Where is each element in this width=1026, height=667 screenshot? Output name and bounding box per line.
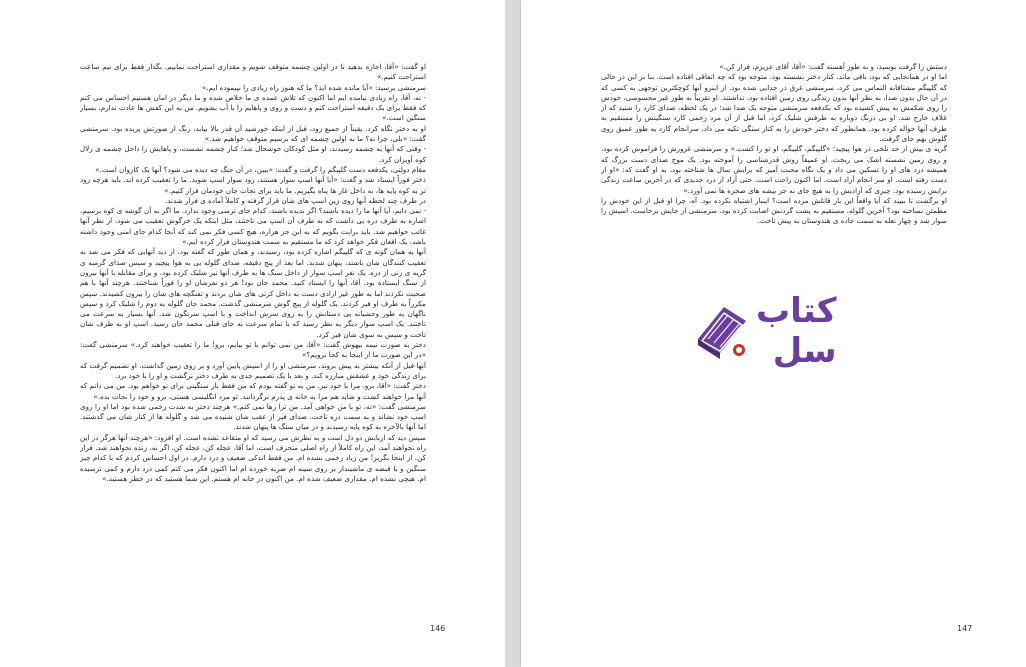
paragraph: سرمنشی پرسید: «آیا مانده شده اید؟ ما که هنوز راه زیادی را نپیموده ایم.» (201, 82, 426, 92)
page-gutter (505, 0, 521, 667)
watermark-line-1: کتاب (756, 291, 837, 331)
paragraph: - نمی دانم، آیا آنها ما را دیده باشند؟ اگر ندیده باشند، کدام جای ترسی وجود ندارد. ما اگر به آن گوشه ی کوه برسیم، اشاره به طرف دره یی داشت که به طرف آن اسپ می تاختند، مثل اینکه یک خرگوش تعقیب می شود، از نظر آنها غائب خواهیم شد. باید برایت بگویم که به این جز هزاره، هیچ کسی فکر نمی کند که آنجا کدام جای امنی وجود داشته باشد، یک افغان فکر خواهد کرد که ما مستقیم به سمت هندوستان فرار کرده ایم.» (80, 206, 426, 247)
paragraph: در طرف چند لحظه آنها روی زین اسپ های شان قرار گرفته و کاملاً آماده ی فرار شدند. (164, 195, 426, 205)
page-number-right: 147 (957, 624, 973, 633)
page-left (0, 0, 505, 667)
paragraph: او به دختر نگاه کرد. یقیناً از جمیع زود، قبل از اینکه خورشید آن قدر بالا بیاید، رنگ از صورتش پریده بود. سرمنشی گفت: «بلی، چرا نه؟ ما به اولین چشمه ای که برسیم متوقف خواهیم شد.» (80, 123, 426, 144)
paragraph: سپس دید که اربابش دو دل است و به نظرش می رسید که او متقاعد نشده است. او افزود: «هرچند آنها هرگز در این راه نخواهند آمد، این راه کاملاً از راه اصلی منحرف است، اما آقا، عجله کن، عجله کن، اگر نه، زنده نخواهند شد. فرار کن. از اینجا بگریز! من زیاد زخمی نشده ام. من فقط اندکی ضعیف و درد دارم. در اول احساس کردم که با کدام چیز سنگین و با قبضه ی ماشیندار بر روی سینه ام ضربه خورده ام اما اکنون فکر می کنم کمی درد دارم و کمی ترسیده ام. هیچی نشده ام. مقداری ضعیف شده ام. من اکنون در خانه ام هستم. این شما هستید که در خطر هستید.» (80, 432, 426, 483)
paragraph: اما او در همانجایی که بود، باقی ماند. کنار دختر نشسته بود، متوجه بود که چه اتفاقی افتاده است. بنا بر این در حالی که گلپیگم مشتاقانه التماس می کرد، سرمنشی غرق در جدایی شده بود. از اینرو آنها کوچکترین توجهی به کسی که در آن حال بدون صدا، به نظر آنها بدون زندگی روی زمین افتاده بود، نداشتند. او تقریباً به طور غیر محسوسی، خودش را روی شکمش به پیش کشیده بود که یکدفعه سرمنشی متوجه یک صدا شد؛ در یک لحظه، صدای کارد را شنید که از غلاف خارج شد. او بی درنگ دوباره به طرفش شلیک کرد، اما قبل از آن مرد زخمی کارد سنگینش را مستقیم به طرف آنها حواله کرده بود. همانطور که دختر خودش را به کنار سنگی تکیه می داد، سرانجام کارد به طور عمیق روی گلوش بهم جای گرفت. (601, 72, 947, 144)
paragraph: آنها به همان گونه ی که گلپیگم اشاره کرده بود، رسیدند، و همان طور که گفته بود، از دید آنهایی که فکر می شد به تعقیب کنندگان شان باشند، پنهان شدند. اما بعد از پنج دقیقه، صدای گلوله یی به هوا پیچید و سپس صدای گرمبه ی گریه ی زنی از دره. یک نفر اسپ سوار از داخل سنگ ها به طرف آنها تیر شلیک کرده بود، و برای مقابله با آنها بیرون از سنگ ایستاده بود. آقا، آنها را ایستاد کنید. محمد جان بود! هر دو نفرشان او را فوراً شناختند. هرچند آنها با هم صحبت نکردند اما به طور غیر ارادی دست به داخل کرتی های شان بردند و تفنگچه های شان را بیرون کشیدند. سپس مکرراً به طرف او فیر کردند. یک گلوله از پیچ گوش سرمنشی گذشت. محمد جان گلوله به دوم را شلیک کرد و سپس ناگهان به طور وحشیانه یی دستانش را به روی سرش انداخت و با اسپ سرنگون شد. آنها بسیار به سرعت می تاختند. یک اسپ سوار دیگر به نظر رسید که با تمام سرعت به جای قبلی محمد جان رسید. اسپ او به طرف شان تاخت و سپس به سوی شان فیر کرد. (80, 247, 426, 339)
paragraph: دختر به صورت نیمه بیهوش گفت: «آقا، من نمی توانم با تو بیایم، برو! ما را تعقیب خواهند کرد.» سرمنشی گفت: «در این صورت ما از اینجا به کجا برویم؟» (80, 340, 426, 360)
watermark-wordmark (756, 291, 837, 371)
paragraph: دختر گفت: «آقا، برو، مرا با خود نبر. من به تو گفته بودم که من فقط بار سنگینی برای تو خواهم بود. من می دانم که آنها مرا خواهند کشت و شاید هم مرا به خانه ی پدرم برگردانند. تو مرد انگلیسی هستی، برو و خود را نجات بده.» (80, 381, 426, 401)
paragraph: دستش را گرفت بوسید، و به طور آهسته گفت: «آقا، آقای عزیزم، فرار کن.» (719, 62, 947, 71)
paragraph: او برگشت تا ببیند که آیا واقعاً این بار قاتلش مرده است؟ اینبار اشتباه نکرده بود. آه، چرا او قبل از این خودش را مطمئن نساخته بود؟ آخرین گلوله، مستقیم به پشت گردنش اصابت کرده بود. سرمنشی از جایش برخاست. اسپش را سوار شد و چهار نعله به سمت جاده ی هندوستان به پیش تاخت. (601, 195, 947, 226)
paragraph: دختر فوراً ایستاد شد و گفت: «آیا آنها اسپ سوار هستند، زود سوار اسپ شوید. ما را تعقیب کرده اند. باید هرچه زود تر به کوه پایه ها، به داخل غار ها پناه بگیریم. ما باید برای نجات جان خودمان فرار کنیم.» (80, 175, 426, 195)
ketabsal-watermark (688, 283, 878, 379)
paragraph: گریه ی بیش از حد تلخی در هوا پیچید؛ «گلپیگم، گلپیگم، او تو را کشت.» و سرمنشی غرورش را فراموش کرده بود، و روی زمین نشسته اشک می ریخت. او عمیقاً روش قدرشناسی را آموخته بود. یک موج صدای دست بزرگ که همیشه درد های او را تسکین می داد و یک نگاه محبت آمیز که برایش سال ها شناخته بود، به او گفت که: «او از دست رفته است. او سر انجام آزاد است. اما اکنون راحت است. حتی آزاد از درد جدیدی که در آخرین ساعت زندگی برایش رسیده بود. چیزی که آزادیش را به هیچ جای به جز بیشه های صخره ها نمی آورد.» (601, 144, 947, 195)
book-logo-icon (694, 299, 750, 363)
page-number-left: 146 (430, 624, 446, 633)
paragraph: او گفت: «آقا، اجازه بدهید تا در اولین چشمه متوقف شویم و مقداری استراحت نماییم. بگذار فقط برای نیم ساعت استراحت کنیم.» (80, 62, 426, 82)
paragraph: - وقتی که آنها به چشمه رسیدند، او مثل کودکان خوشحال شد؛ کنار چشمه نشست، و پاهایش را داخل چشمه ی زلال کوه آویزان کرد. (80, 144, 426, 164)
paragraph: سرمنشی گفت: «نه، تو با من خواهی آمد. من ترا رها نمی کنم.» هرچند دختر به شدت زخمی شده بود اما او را روی اسپ خود نشاند و به سمت دره تاخت. صدای فیر از عقب شان شنیده می شد و گلوله ها از کنار شان می گذشتند. اما آنها بالآخره به کوه پایه رسیدند و در میان سنگ ها پنهان شدند. (80, 401, 426, 432)
paragraph: آنها قبل از آنکه بیشتر به پیش بروند، سرمنشی او را از اسپش پایین آورد و بر روی زمین گذاشت. او تصمیم گرفت که برای زندگی خود و عشقش مبارزه کند. و بعد با یک تصمیم جدی به طرف دختر برگشت و او را با خود برد. (80, 360, 426, 380)
left-page-text (80, 62, 426, 602)
watermark-line-2: سل (772, 331, 837, 371)
paragraph: مقام دولتی، یکدفعه دست گلپیگم را گرفت و گفت: «ببین، در آن جنگ چه دیده می شود؟ آنها یک کاروان است.» (95, 164, 426, 174)
paragraph: - نه، آقا، راه زیادی نیامده ایم اما اکنون که تلاش عمده ی ما خلاص شده و ما دیگر در امان هستیم احساس می کنم که فقط برای یک دقیقه استراحت کنم و دست و روی و پاهایم را با آب بشویم. من به این کفش ها عادت ندارم، بسیار سنگین است.» (80, 92, 426, 123)
page-right (521, 0, 1026, 667)
